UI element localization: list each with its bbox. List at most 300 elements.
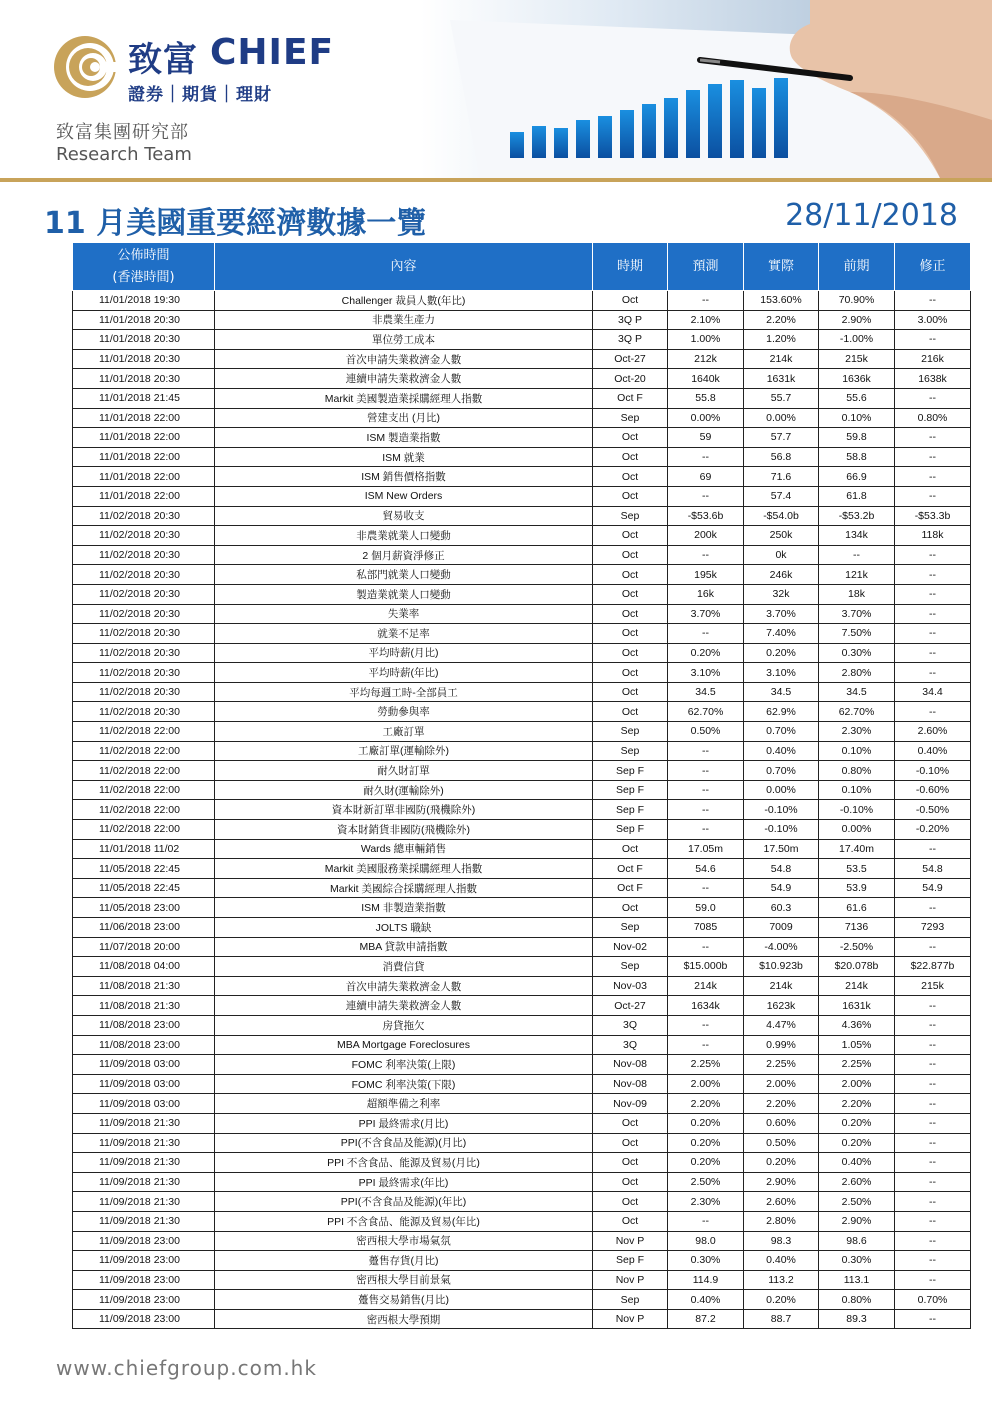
table-row [73, 565, 971, 585]
cell-period: Nov P [593, 1231, 668, 1251]
cell-content: 平均每週工時-全部員工 [215, 682, 593, 702]
cell-time: 11/02/2018 20:30 [73, 506, 215, 526]
cell-content: 就業不足率 [215, 624, 593, 644]
table-row [73, 780, 971, 800]
cell-actual: 2.25% [744, 1055, 819, 1075]
cell-actual: 88.7 [744, 1309, 819, 1329]
cell-period: Oct [593, 663, 668, 683]
cell-forecast: 212k [668, 349, 744, 369]
table-row [73, 526, 971, 546]
cell-period: Oct-27 [593, 996, 668, 1016]
table-row [73, 800, 971, 820]
cell-time: 11/09/2018 03:00 [73, 1074, 215, 1094]
cell-actual: 0.20% [744, 1153, 819, 1173]
cell-revised: -- [895, 1172, 971, 1192]
cell-forecast: 0.50% [668, 722, 744, 742]
cell-previous: 121k [819, 565, 895, 585]
table-row [73, 428, 971, 448]
cell-content: PPI 最終需求(年比) [215, 1172, 593, 1192]
cell-revised: -- [895, 428, 971, 448]
cell-actual: 0.00% [744, 408, 819, 428]
table-row [73, 545, 971, 565]
cell-previous: 0.10% [819, 408, 895, 428]
cell-previous: 7136 [819, 918, 895, 938]
cell-content: 平均時薪(年比) [215, 663, 593, 683]
cell-revised: -- [895, 702, 971, 722]
table-row [73, 898, 971, 918]
cell-period: Oct [593, 1192, 668, 1212]
cell-previous: 1631k [819, 996, 895, 1016]
cell-content: 工廠訂單(運輸除外) [215, 741, 593, 761]
cell-content: Markit 美國綜合採購經理人指數 [215, 878, 593, 898]
cell-revised: -- [895, 1035, 971, 1055]
cell-forecast: -- [668, 447, 744, 467]
cell-actual: 1631k [744, 369, 819, 389]
cell-period: Oct [593, 526, 668, 546]
cell-time: 11/02/2018 22:00 [73, 800, 215, 820]
cell-period: Sep F [593, 820, 668, 840]
cell-revised: 216k [895, 349, 971, 369]
cell-content: PPI 不含食品、能源及貿易(月比) [215, 1153, 593, 1173]
cell-previous: 0.40% [819, 1153, 895, 1173]
cell-time: 11/02/2018 20:30 [73, 624, 215, 644]
cell-revised: 54.9 [895, 878, 971, 898]
cell-period: Nov P [593, 1309, 668, 1329]
cell-previous: -1.00% [819, 330, 895, 350]
cell-revised: -- [895, 291, 971, 311]
cell-forecast: -- [668, 800, 744, 820]
table-row [73, 349, 971, 369]
cell-actual: 34.5 [744, 682, 819, 702]
cell-period: 3Q P [593, 310, 668, 330]
cell-time: 11/09/2018 23:00 [73, 1290, 215, 1310]
cell-previous: 4.36% [819, 1015, 895, 1035]
cell-time: 11/08/2018 21:30 [73, 996, 215, 1016]
cell-period: Oct [593, 643, 668, 663]
cell-time: 11/05/2018 22:45 [73, 859, 215, 879]
cell-content: ISM 就業 [215, 447, 593, 467]
cell-previous: 214k [819, 976, 895, 996]
cell-content: MBA 貸款申請指數 [215, 937, 593, 957]
cell-content: 超額準備之利率 [215, 1094, 593, 1114]
cell-period: Sep [593, 506, 668, 526]
table-row [73, 447, 971, 467]
header-time [73, 243, 215, 291]
cell-forecast: 0.20% [668, 1133, 744, 1153]
cell-forecast: 2.50% [668, 1172, 744, 1192]
table-row [73, 1055, 971, 1075]
cell-time: 11/09/2018 03:00 [73, 1094, 215, 1114]
footer-website: www.chiefgroup.com.hk [56, 1356, 317, 1380]
cell-time: 11/02/2018 20:30 [73, 702, 215, 722]
cell-forecast: 0.00% [668, 408, 744, 428]
cell-time: 11/02/2018 22:00 [73, 722, 215, 742]
cell-previous: 0.00% [819, 820, 895, 840]
cell-revised: 0.70% [895, 1290, 971, 1310]
cell-time: 11/01/2018 22:00 [73, 447, 215, 467]
cell-content: Markit 美國製造業採購經理人指數 [215, 388, 593, 408]
cell-time: 11/02/2018 20:30 [73, 545, 215, 565]
cell-time: 11/09/2018 23:00 [73, 1309, 215, 1329]
cell-content: 消費信貸 [215, 957, 593, 977]
cell-previous: 113.1 [819, 1270, 895, 1290]
cell-period: 3Q [593, 1035, 668, 1055]
cell-previous: 53.9 [819, 878, 895, 898]
cell-forecast: -- [668, 780, 744, 800]
cell-time: 11/01/2018 22:00 [73, 486, 215, 506]
cell-time: 11/06/2018 23:00 [73, 918, 215, 938]
cell-period: Oct [593, 839, 668, 859]
cell-revised: -- [895, 624, 971, 644]
cell-content: 資本財銷貨非國防(飛機除外) [215, 820, 593, 840]
cell-time: 11/01/2018 20:30 [73, 310, 215, 330]
cell-revised: -- [895, 1113, 971, 1133]
cell-revised: -- [895, 1211, 971, 1231]
cell-revised: -- [895, 1309, 971, 1329]
cell-content: 非農業就業人口變動 [215, 526, 593, 546]
cell-content: PPI(不含食品及能源)(月比) [215, 1133, 593, 1153]
table-row [73, 330, 971, 350]
cell-content: PPI 不含食品、能源及貿易(年比) [215, 1211, 593, 1231]
cell-previous: 2.50% [819, 1192, 895, 1212]
cell-content: 密西根大學市場氣氛 [215, 1231, 593, 1251]
cell-forecast: 195k [668, 565, 744, 585]
table-row [73, 643, 971, 663]
cell-forecast: 3.10% [668, 663, 744, 683]
cell-previous: 34.5 [819, 682, 895, 702]
cell-forecast: -- [668, 1035, 744, 1055]
cell-time: 11/01/2018 20:30 [73, 349, 215, 369]
cell-revised: -- [895, 1133, 971, 1153]
cell-time: 11/02/2018 20:30 [73, 584, 215, 604]
table-row [73, 859, 971, 879]
cell-revised: -- [895, 996, 971, 1016]
cell-actual: 153.60% [744, 291, 819, 311]
cell-previous: -- [819, 545, 895, 565]
cell-content: Challenger 裁員人數(年比) [215, 291, 593, 311]
cell-previous: 89.3 [819, 1309, 895, 1329]
report-date: 28/11/2018 [785, 198, 958, 233]
cell-previous: 17.40m [819, 839, 895, 859]
table-row [73, 702, 971, 722]
cell-period: Nov-08 [593, 1074, 668, 1094]
page-title: 11 月美國重要經濟數據一覽 [44, 206, 427, 241]
cell-content: 首次申請失業救濟金人數 [215, 349, 593, 369]
cell-forecast: $15.000b [668, 957, 744, 977]
cell-content: 貿易收支 [215, 506, 593, 526]
cell-forecast: 2.10% [668, 310, 744, 330]
cell-revised: -0.50% [895, 800, 971, 820]
cell-content: 耐久財(運輸除外) [215, 780, 593, 800]
cell-period: Oct [593, 1133, 668, 1153]
cell-previous: 3.70% [819, 604, 895, 624]
cell-time: 11/02/2018 20:30 [73, 565, 215, 585]
table-row [73, 1290, 971, 1310]
table-row [73, 1309, 971, 1329]
cell-period: Oct [593, 467, 668, 487]
cell-revised: -- [895, 447, 971, 467]
cell-forecast: -- [668, 624, 744, 644]
table-row [73, 506, 971, 526]
cell-actual: 0.50% [744, 1133, 819, 1153]
cell-period: Oct [593, 624, 668, 644]
cell-content: ISM New Orders [215, 486, 593, 506]
cell-forecast: -- [668, 878, 744, 898]
table-row [73, 310, 971, 330]
cell-actual: 2.00% [744, 1074, 819, 1094]
cell-content: 首次申請失業救濟金人數 [215, 976, 593, 996]
cell-previous: -2.50% [819, 937, 895, 957]
cell-time: 11/01/2018 20:30 [73, 369, 215, 389]
cell-revised: $22.877b [895, 957, 971, 977]
cell-actual: 113.2 [744, 1270, 819, 1290]
cell-forecast: 0.30% [668, 1251, 744, 1271]
cell-time: 11/02/2018 20:30 [73, 643, 215, 663]
cell-previous: 18k [819, 584, 895, 604]
cell-period: Oct [593, 545, 668, 565]
cell-forecast: 62.70% [668, 702, 744, 722]
table-row [73, 937, 971, 957]
cell-forecast: 59 [668, 428, 744, 448]
cell-revised: 3.00% [895, 310, 971, 330]
cell-forecast: -$53.6b [668, 506, 744, 526]
cell-revised: 1638k [895, 369, 971, 389]
brand-name-en: CHIEF [210, 32, 335, 73]
page-header [0, 0, 992, 178]
cell-revised: -- [895, 1153, 971, 1173]
cell-previous: 2.20% [819, 1094, 895, 1114]
cell-forecast: -- [668, 545, 744, 565]
cell-revised: -0.20% [895, 820, 971, 840]
table-row [73, 1251, 971, 1271]
cell-time: 11/01/2018 19:30 [73, 291, 215, 311]
cell-previous: 62.70% [819, 702, 895, 722]
cell-revised: -- [895, 584, 971, 604]
cell-period: Nov-08 [593, 1055, 668, 1075]
cell-time: 11/01/2018 22:00 [73, 428, 215, 448]
cell-forecast: 98.0 [668, 1231, 744, 1251]
cell-time: 11/09/2018 21:30 [73, 1211, 215, 1231]
cell-forecast: 69 [668, 467, 744, 487]
cell-previous: 7.50% [819, 624, 895, 644]
cell-content: FOMC 利率決策(下限) [215, 1074, 593, 1094]
cell-revised: -- [895, 937, 971, 957]
cell-revised: -- [895, 839, 971, 859]
cell-content: FOMC 利率決策(上限) [215, 1055, 593, 1075]
cell-revised: -- [895, 663, 971, 683]
cell-revised: -$53.3b [895, 506, 971, 526]
cell-actual: 3.70% [744, 604, 819, 624]
cell-revised: -- [895, 1192, 971, 1212]
cell-period: Nov-09 [593, 1094, 668, 1114]
cell-forecast: 17.05m [668, 839, 744, 859]
cell-time: 11/01/2018 22:00 [73, 408, 215, 428]
cell-forecast: 2.25% [668, 1055, 744, 1075]
header-forecast: 預測 [668, 243, 744, 291]
cell-actual: 214k [744, 976, 819, 996]
cell-time: 11/09/2018 21:30 [73, 1153, 215, 1173]
table-row [73, 1192, 971, 1212]
cell-time: 11/02/2018 22:00 [73, 741, 215, 761]
cell-period: 3Q P [593, 330, 668, 350]
cell-revised: -- [895, 330, 971, 350]
chief-logo-icon [52, 34, 118, 100]
cell-time: 11/08/2018 23:00 [73, 1035, 215, 1055]
cell-actual: -0.10% [744, 800, 819, 820]
cell-period: Oct [593, 565, 668, 585]
cell-actual: 214k [744, 349, 819, 369]
cell-forecast: 1.00% [668, 330, 744, 350]
cell-actual: -4.00% [744, 937, 819, 957]
header-revised: 修正 [895, 243, 971, 291]
cell-revised: -- [895, 486, 971, 506]
cell-forecast: -- [668, 291, 744, 311]
cell-revised: 7293 [895, 918, 971, 938]
cell-forecast: -- [668, 1015, 744, 1035]
cell-revised: -- [895, 1074, 971, 1094]
cell-time: 11/02/2018 20:30 [73, 682, 215, 702]
table-row [73, 604, 971, 624]
cell-time: 11/09/2018 21:30 [73, 1192, 215, 1212]
cell-forecast: 1640k [668, 369, 744, 389]
cell-revised: 34.4 [895, 682, 971, 702]
brand-tagline: 證券｜期貨｜理財 [128, 85, 272, 105]
cell-previous: 215k [819, 349, 895, 369]
cell-previous: 61.6 [819, 898, 895, 918]
cell-previous: 70.90% [819, 291, 895, 311]
cell-time: 11/02/2018 20:30 [73, 663, 215, 683]
cell-period: Sep [593, 918, 668, 938]
cell-period: Sep [593, 722, 668, 742]
cell-forecast: 0.40% [668, 1290, 744, 1310]
cell-actual: 0.70% [744, 722, 819, 742]
cell-actual: 2.20% [744, 1094, 819, 1114]
cell-period: Oct [593, 898, 668, 918]
cell-revised: -- [895, 1094, 971, 1114]
table-row [73, 741, 971, 761]
cell-time: 11/01/2018 11/02 [73, 839, 215, 859]
cell-actual: 0.40% [744, 741, 819, 761]
cell-forecast: 34.5 [668, 682, 744, 702]
header-period: 時期 [593, 243, 668, 291]
table-row [73, 976, 971, 996]
cell-content: Markit 美國服務業採購經理人指數 [215, 859, 593, 879]
cell-actual: 71.6 [744, 467, 819, 487]
cell-period: Sep [593, 957, 668, 977]
table-row [73, 467, 971, 487]
cell-period: Oct [593, 1113, 668, 1133]
table-row [73, 1172, 971, 1192]
table-row [73, 1231, 971, 1251]
cell-time: 11/08/2018 23:00 [73, 1015, 215, 1035]
cell-period: Oct [593, 447, 668, 467]
cell-revised: -- [895, 1015, 971, 1035]
cell-content: 耐久財訂單 [215, 761, 593, 781]
cell-forecast: 2.30% [668, 1192, 744, 1212]
cell-content: ISM 銷售價格指數 [215, 467, 593, 487]
cell-period: Sep F [593, 800, 668, 820]
table-row [73, 1094, 971, 1114]
cell-revised: 215k [895, 976, 971, 996]
cell-actual: 98.3 [744, 1231, 819, 1251]
cell-content: 連續申請失業救濟金人數 [215, 369, 593, 389]
table-body [73, 291, 971, 1329]
table-row [73, 878, 971, 898]
table-row [73, 1153, 971, 1173]
cell-time: 11/07/2018 20:00 [73, 937, 215, 957]
cell-previous: 2.90% [819, 1211, 895, 1231]
cell-actual: 7009 [744, 918, 819, 938]
cell-time: 11/05/2018 23:00 [73, 898, 215, 918]
cell-revised: 0.80% [895, 408, 971, 428]
cell-previous: 0.80% [819, 1290, 895, 1310]
cell-previous: -$53.2b [819, 506, 895, 526]
cell-previous: 0.30% [819, 1251, 895, 1271]
cell-revised: -- [895, 1055, 971, 1075]
cell-content: 2 個月薪資淨修正 [215, 545, 593, 565]
cell-time: 11/08/2018 04:00 [73, 957, 215, 977]
cell-period: Oct-20 [593, 369, 668, 389]
cell-previous: 2.00% [819, 1074, 895, 1094]
cell-forecast: 200k [668, 526, 744, 546]
table-row [73, 820, 971, 840]
header-time-line1: 公佈時間 [117, 247, 170, 263]
table-row [73, 1211, 971, 1231]
cell-previous: 55.6 [819, 388, 895, 408]
cell-previous: 61.8 [819, 486, 895, 506]
cell-actual: 57.7 [744, 428, 819, 448]
cell-period: Oct-27 [593, 349, 668, 369]
cell-previous: 53.5 [819, 859, 895, 879]
table-row [73, 957, 971, 977]
cell-actual: 2.90% [744, 1172, 819, 1192]
table-row [73, 584, 971, 604]
cell-actual: 32k [744, 584, 819, 604]
cell-content: 連續申請失業救濟金人數 [215, 996, 593, 1016]
cell-time: 11/09/2018 21:30 [73, 1113, 215, 1133]
table-row [73, 996, 971, 1016]
cell-period: Nov-03 [593, 976, 668, 996]
cell-forecast: 16k [668, 584, 744, 604]
cell-actual: 2.60% [744, 1192, 819, 1212]
cell-revised: -- [895, 1231, 971, 1251]
table-row [73, 388, 971, 408]
research-team-cn: 致富集團研究部 [56, 122, 189, 143]
table-row [73, 369, 971, 389]
cell-period: Oct [593, 702, 668, 722]
cell-revised: -- [895, 1270, 971, 1290]
cell-period: Oct [593, 682, 668, 702]
cell-time: 11/08/2018 21:30 [73, 976, 215, 996]
cell-forecast: 1634k [668, 996, 744, 1016]
cell-previous: 66.9 [819, 467, 895, 487]
cell-time: 11/02/2018 20:30 [73, 526, 215, 546]
cell-previous: 0.10% [819, 741, 895, 761]
cell-previous: 1.05% [819, 1035, 895, 1055]
cell-revised: -- [895, 643, 971, 663]
cell-actual: 0.60% [744, 1113, 819, 1133]
cell-actual: -0.10% [744, 820, 819, 840]
cell-content: 密西根大學預期 [215, 1309, 593, 1329]
cell-period: Oct F [593, 878, 668, 898]
cell-time: 11/02/2018 22:00 [73, 761, 215, 781]
cell-content: JOLTS 職缺 [215, 918, 593, 938]
cell-previous: -0.10% [819, 800, 895, 820]
cell-actual: 0.20% [744, 1290, 819, 1310]
cell-revised: -- [895, 604, 971, 624]
cell-previous: 0.80% [819, 761, 895, 781]
cell-revised: -- [895, 388, 971, 408]
